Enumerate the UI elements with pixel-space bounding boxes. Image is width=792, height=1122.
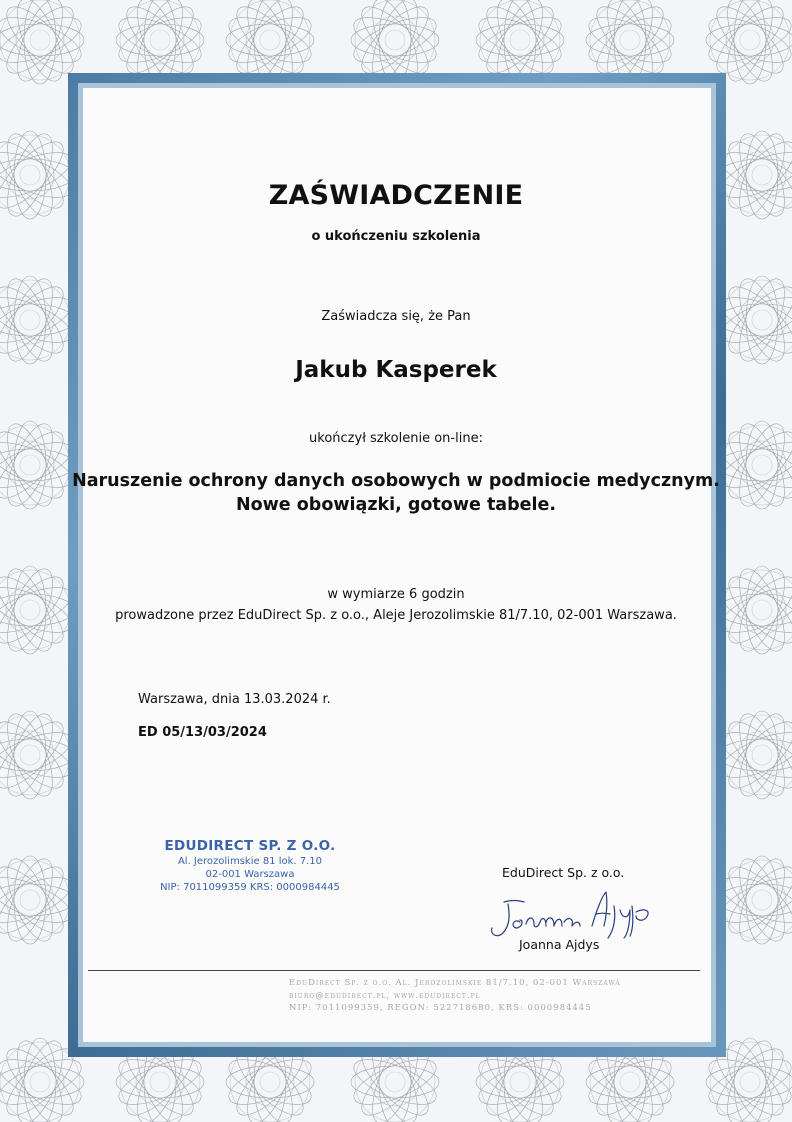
stamp-address-street: Al. Jerozolimskie 81 lok. 7.10 [177,856,323,867]
footer-divider [88,970,700,971]
duration-text: w wymiarze 6 godzin [327,587,465,602]
document-number: ED 05/13/03/2024 [138,725,267,740]
handwritten-signature [480,882,670,942]
stamp-company-name: EDUDIRECT SP. Z O.O. [164,838,336,854]
course-title-line-1: Naruszenie ochrony danych osobowych w podmiocie medycznym. [72,471,720,491]
stamp-registry-numbers: NIP: 7011099359 KRS: 0000984445 [160,882,340,893]
organizer-text: prowadzone przez EduDirect Sp. z o.o., Aleje Jerozolimskie 81/7.10, 02-001 Warszawa. [115,608,677,623]
course-title [0,469,792,517]
certificate-subtitle: o ukończeniu szkolenia [311,229,481,244]
footer-contact: biuro@edudirect.pl, www.edudirect.pl [289,991,481,1001]
signer-name: Joanna Ajdys [519,937,600,952]
certifies-text: Zaświadcza się, że Pan [321,309,471,324]
course-title-line-2: Nowe obowiązki, gotowe tabele. [235,495,557,515]
certificate-title: ZAŚWIADCZENIE [268,180,524,211]
place-and-date: Warszawa, dnia 13.03.2024 r. [138,692,331,707]
signer-company: EduDirect Sp. z o.o. [502,865,625,880]
footer-company-address: EduDirect Sp. z o.o. Al. Jerozolimskie 81/7.10, 02-001 Warszawa [289,978,621,988]
person-name: Jakub Kasperek [295,357,497,383]
completed-text: ukończył szkolenie on-line: [309,431,483,446]
stamp-address-city: 02-001 Warszawa [205,869,295,880]
company-stamp [150,837,350,894]
footer-registry: NIP: 7011099359, REGON: 522718680, KRS: 0000984445 [289,1003,592,1013]
